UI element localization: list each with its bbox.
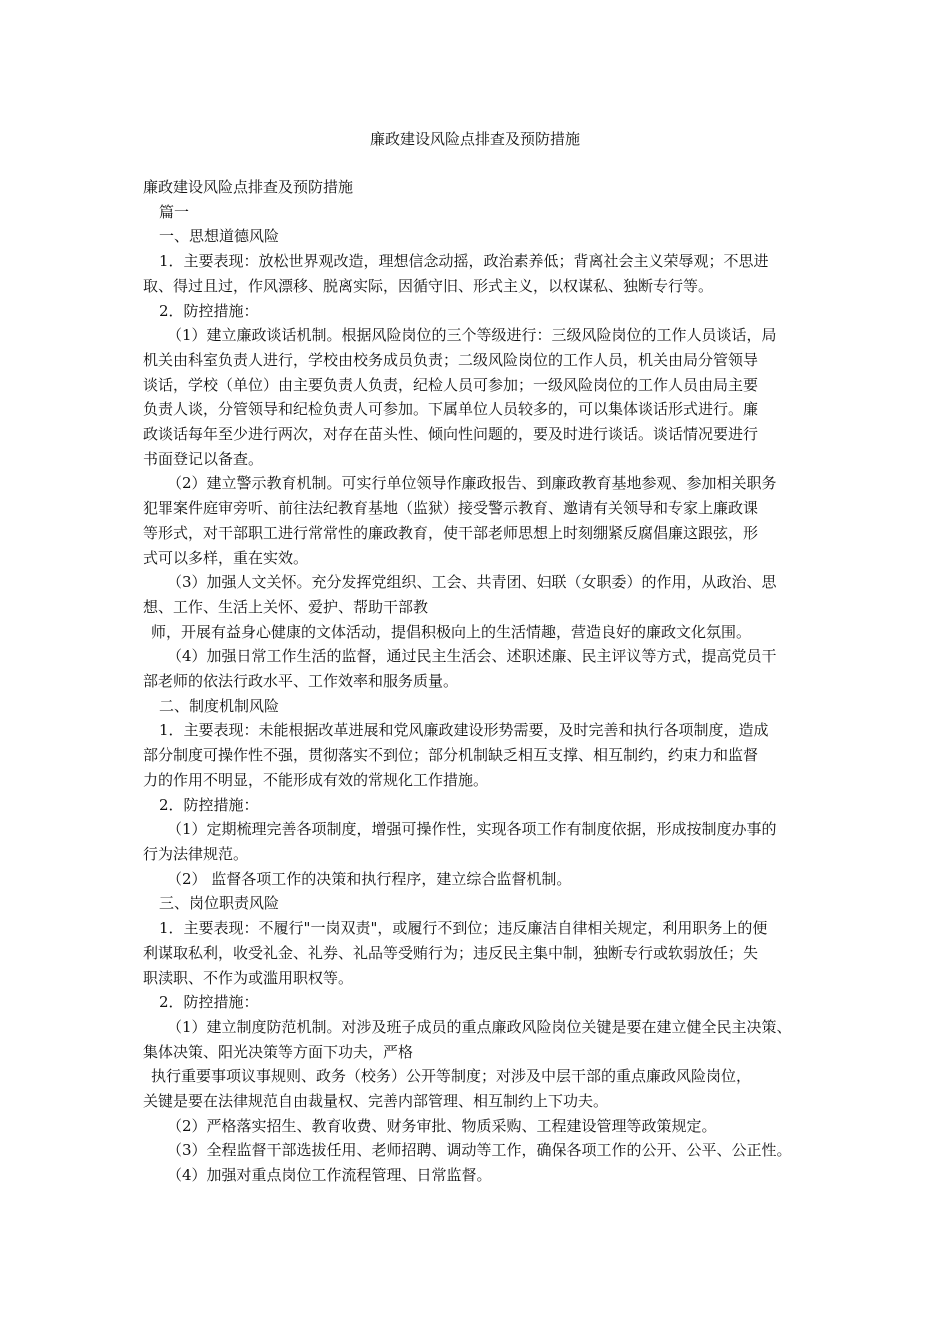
text-line: 想、工作、生活上关怀、爱护、帮助干部教	[143, 597, 429, 616]
text-line: 2．防控措施：	[159, 993, 259, 1012]
text-line: 职渎职、不作为或滥用职权等。	[143, 968, 354, 987]
text-line: 负责人谈，分管领导和纪检负责人可参加。下属单位人员较多的，可以集体谈话形式进行。廉	[143, 400, 759, 419]
text-line: 式可以多样，重在实效。	[143, 548, 309, 567]
text-line: 师，开展有益身心健康的文体活动，提倡积极向上的生活情趣，营造良好的廉政文化氛围。	[151, 622, 752, 641]
text-line: 1．主要表现：未能根据改革进展和党风廉政建设形势需要，及时完善和执行各项制度，造成	[159, 721, 769, 740]
text-line: 取、得过且过，作风漂移、脱离实际，因循守旧、形式主义，以权谋私、独断专行等。	[143, 276, 714, 295]
text-line: 一、思想道德风险	[159, 227, 280, 246]
text-line: 三、岗位职责风险	[159, 894, 280, 913]
text-line: （3）加强人文关怀。充分发挥党组织、工会、共青团、妇联（女职委）的作用，从政治、思	[167, 573, 777, 592]
text-line: 谈话，学校（单位）由主要负责人负责，纪检人员可参加；一级风险岗位的工作人员由局主要	[143, 375, 759, 394]
text-line: （2）建立警示教育机制。可实行单位领导作廉政报告、到廉政教育基地参观、参加相关职务	[167, 474, 777, 493]
text-line: 关键是要在法律规范自由裁量权、完善内部管理、相互制约上下功夫。	[143, 1092, 609, 1111]
text-line: 力的作用不明显，不能形成有效的常规化工作措施。	[143, 770, 489, 789]
text-line: 1．主要表现：放松世界观改造，理想信念动摇，政治素养低；背离社会主义荣辱观；不思进	[159, 252, 769, 271]
text-line: 集体决策、阳光决策等方面下功夫，严格	[143, 1042, 414, 1061]
text-line: 行为法律规范。	[143, 844, 249, 863]
text-line: 2．防控措施：	[159, 795, 259, 814]
text-line: （1）定期梳理完善各项制度，增强可操作性，实现各项工作有制度依据，形成按制度办事的	[167, 820, 777, 839]
text-line: 篇一	[159, 202, 190, 221]
text-line: 廉政建设风险点排查及预防措施	[143, 178, 354, 196]
text-line: 政谈话每年至少进行两次，对存在苗头性、倾向性问题的，要及时进行谈话。谈话情况要进行	[143, 425, 759, 444]
text-line: （1）建立制度防范机制。对涉及班子成员的重点廉政风险岗位关键是要在建立健全民主决策、	[167, 1017, 792, 1036]
text-line: 利谋取私利，收受礼金、礼券、礼品等受贿行为；违反民主集中制，独断专行或软弱放任；失	[143, 943, 759, 962]
text-line: （4）加强对重点岗位工作流程管理、日常监督。	[167, 1166, 492, 1185]
text-line: （3）全程监督干部选拔任用、老师招聘、调动等工作，确保各项工作的公开、公平、公正性。	[167, 1141, 792, 1160]
text-line: 二、制度机制风险	[159, 696, 280, 715]
document-body	[143, 175, 823, 1188]
text-line: （2）严格落实招生、教育收费、财务审批、物质采购、工程建设管理等政策规定。	[167, 1116, 717, 1135]
text-line: 部分制度可操作性不强，贯彻落实不到位；部分机制缺乏相互支撑、相互制约，约束力和监督	[143, 746, 759, 765]
text-line: （2） 监督各项工作的决策和执行程序，建立综合监督机制。	[167, 869, 572, 888]
document-title: 廉政建设风险点排查及预防措施	[369, 130, 580, 148]
text-line: 执行重要事项议事规则、政务（校务）公开等制度；对涉及中层干部的重点廉政风险岗位，	[151, 1067, 752, 1086]
text-line: 部老师的依法行政水平、工作效率和服务质量。	[143, 672, 459, 691]
text-line: 2．防控措施：	[159, 301, 259, 320]
text-line: （4）加强日常工作生活的监督，通过民主生活会、述职述廉、民主评议等方式，提高党员干	[167, 647, 777, 666]
text-line: 犯罪案件庭审旁听、前往法纪教育基地（监狱）接受警示教育、邀请有关领导和专家上廉政课	[143, 499, 759, 518]
text-line: 等形式，对干部职工进行常常性的廉政教育，使干部老师思想上时刻绷紧反腐倡廉这跟弦，形	[143, 523, 759, 542]
text-line: 1．主要表现：不履行"一岗双责"，或履行不到位；违反廉洁自律相关规定，利用职务上的便	[159, 919, 768, 938]
text-line: （1）建立廉政谈话机制。根据风险岗位的三个等级进行：三级风险岗位的工作人员谈话，局	[167, 326, 777, 345]
text-line: 机关由科室负责人进行，学校由校务成员负责；二级风险岗位的工作人员，机关由局分管领导	[143, 350, 759, 369]
text-line: 书面登记以备查。	[143, 449, 264, 468]
